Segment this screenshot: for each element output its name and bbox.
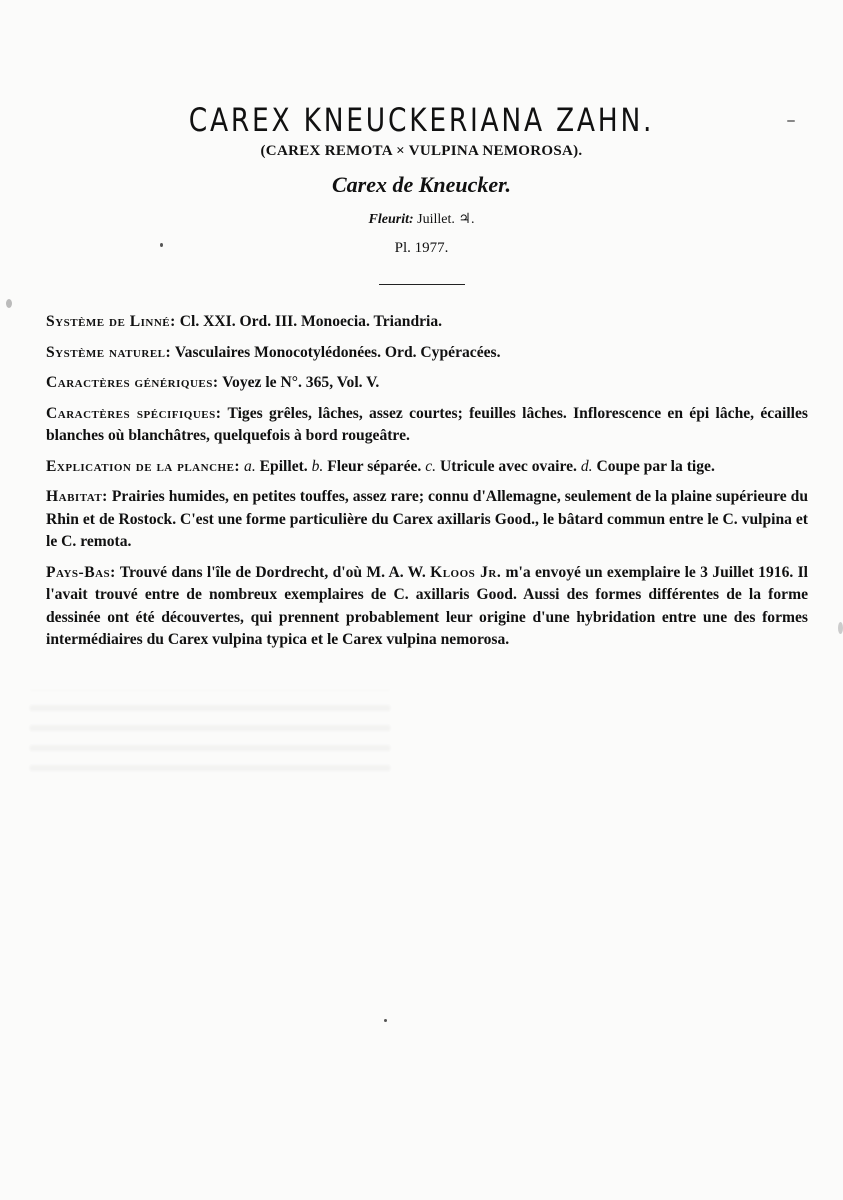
speck: [384, 1019, 387, 1022]
section-text: Prairies humides, en petites touffes, assez rare; connu d'Allemagne, seulement de la plaine supérieure du Rhin et de Rostock. C'est une forme particulière du Carex axillaris Good., le bâtard commun entre le C. vulpina et le C. remota.: [46, 488, 808, 550]
section-label: Caractères génériques:: [46, 374, 219, 391]
section-naturel: [46, 342, 808, 365]
flowering-line: [0, 211, 843, 228]
divider-rule: [379, 284, 465, 285]
section-habitat: [46, 486, 808, 554]
flowering-value: Juillet. ♃.: [417, 212, 475, 227]
figure-letter: d.: [580, 457, 593, 475]
section-text: Tiges grêles, lâches, assez courtes; feuilles lâches. Inflorescence en épi lâche, écailles blanches où blanchâtres, quelquefois à bord rougeâtre.: [46, 404, 808, 444]
hybrid-subtitle: (CAREX REMOTA × VULPINA NEMOROSA).: [260, 143, 583, 159]
flowering-label: Fleurit:: [368, 212, 414, 227]
section-label: Habitat:: [46, 488, 108, 505]
collector-name: Kloos Jr.: [430, 563, 502, 581]
section-text: Vasculaires Monocotylédonées. Ord. Cypéracées.: [174, 343, 501, 361]
figure-letter: b.: [311, 457, 324, 475]
section-explication: [46, 456, 808, 479]
bleed-through-shadow: [30, 690, 390, 785]
figure-letter: a.: [244, 457, 256, 475]
section-label: Caractères spécifiques:: [46, 404, 222, 422]
species-title: CAREX KNEUCKERIANA ZAHN.: [188, 101, 655, 139]
section-linne: [46, 311, 808, 334]
speck: [6, 299, 12, 308]
figure-caption: Utricule avec ovaire.: [436, 457, 581, 475]
section-generiques: [46, 372, 808, 395]
plate-number: Pl. 1977.: [394, 240, 449, 256]
section-label: Pays-Bas:: [46, 563, 116, 581]
section-text: Trouvé dans l'île de Dordrecht, d'où M. A. W.: [119, 563, 431, 581]
section-text: m'a envoyé un exemplaire le 3 Juillet 1916. Il l'avait trouvé entre de nombreux exemplaires de C. axillaris Good. Aussi des formes différentes de la forme dessinée ont été découvertes, qui prennent probablement leur origine d'une hybridation entre une des formes intermédiaires du Carex vulpina typica et le Carex vulpina nemorosa.: [46, 563, 808, 648]
section-pays-bas: [46, 562, 808, 652]
figure-caption: Coupe par la tige.: [592, 457, 715, 475]
section-label: Système de Linné:: [46, 313, 176, 330]
figure-letter: c.: [425, 457, 437, 475]
section-text: Cl. XXI. Ord. III. Monoecia. Triandria.: [179, 313, 443, 330]
speck: [838, 622, 843, 634]
figure-caption: Fleur séparée.: [323, 457, 426, 475]
common-name: Carex de Kneucker.: [331, 172, 512, 197]
figure-caption: Epillet.: [255, 457, 312, 475]
section-text: Voyez le N°. 365, Vol. V.: [222, 374, 380, 391]
description-body: [46, 311, 808, 660]
section-label: Explication de la planche:: [46, 457, 241, 475]
section-label: Système naturel:: [46, 343, 172, 361]
section-specifiques: [46, 403, 808, 448]
